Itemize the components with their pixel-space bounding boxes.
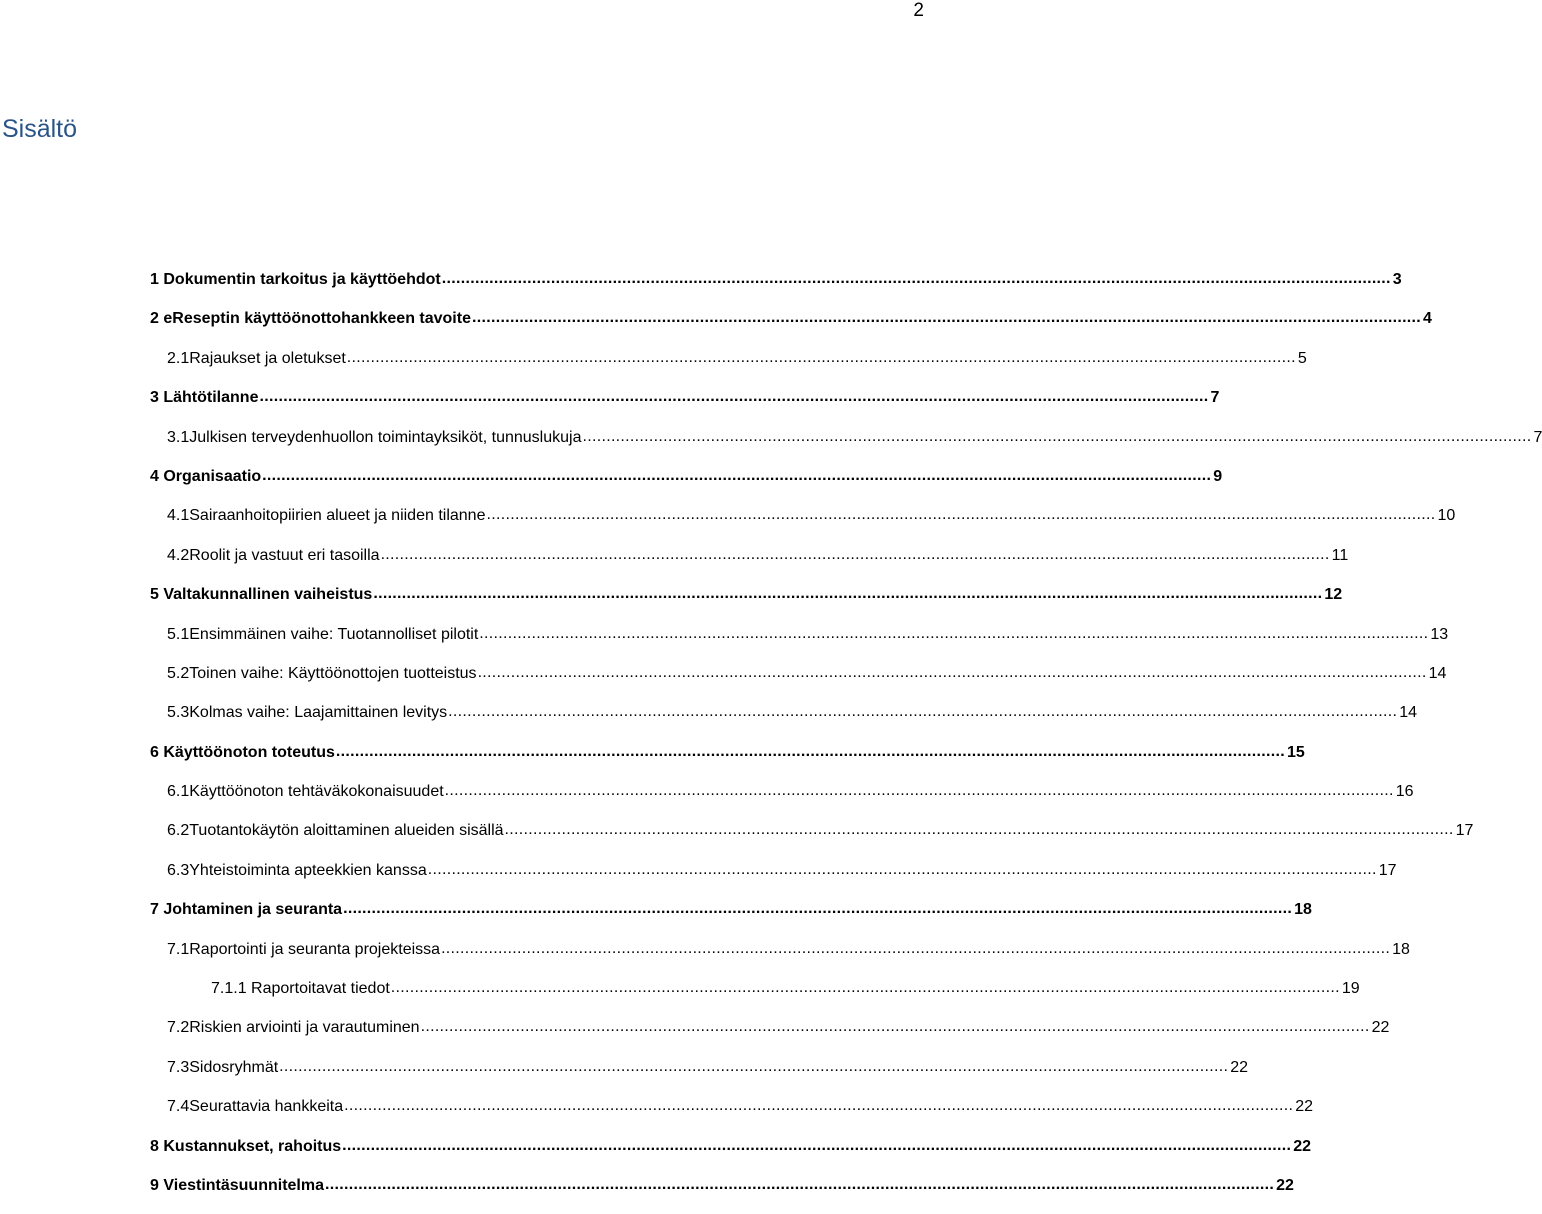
toc-entry-page: 10 <box>1437 507 1456 525</box>
toc-entry-title: Johtaminen ja seuranta <box>163 901 343 919</box>
toc-entry-title: Lähtötilanne <box>163 389 259 407</box>
toc-entry-page: 4 <box>1423 310 1432 328</box>
toc-entry[interactable] <box>150 899 1312 938</box>
toc-entry-number: 7.3 <box>167 1058 190 1076</box>
toc-dot-leader <box>479 623 1428 645</box>
toc-dot-leader <box>486 504 1435 526</box>
toc-dot-leader <box>582 426 1531 448</box>
toc-entry-page: 14 <box>1399 704 1418 722</box>
toc-entry[interactable] <box>150 1057 1249 1096</box>
toc-entry[interactable] <box>150 624 1449 663</box>
toc-dot-leader <box>441 938 1390 960</box>
toc-heading: Sisältö <box>2 115 78 143</box>
toc-entry-number: 7.1 <box>167 940 190 958</box>
toc-entry-title: Yhteistoiminta apteekkien kanssa <box>189 861 427 879</box>
toc-entry-title: Toinen vaihe: Käyttöönottojen tuotteistus <box>189 664 477 682</box>
toc-entry[interactable] <box>150 781 1414 820</box>
toc-entry[interactable] <box>150 427 1542 466</box>
toc-entry[interactable] <box>150 505 1456 544</box>
toc-entry-page: 17 <box>1378 861 1397 879</box>
toc-entry-title: Roolit ja vastuut eri tasoilla <box>189 546 380 564</box>
toc-entry-number: 4.2 <box>167 546 190 564</box>
toc-dot-leader <box>373 583 1322 605</box>
toc-entry-number: 7.4 <box>167 1098 190 1116</box>
toc-entry-number: 7.1.1 <box>211 980 247 998</box>
toc-dot-leader <box>342 1135 1291 1157</box>
toc-entry-number: 6.2 <box>167 822 190 840</box>
toc-entry-number: 6.3 <box>167 861 190 879</box>
toc-entry[interactable] <box>150 663 1447 702</box>
toc-dot-leader <box>421 1016 1370 1038</box>
toc-entry-title: Seurattavia hankkeita <box>189 1098 344 1116</box>
toc-dot-leader <box>347 347 1296 369</box>
toc-entry-number: 5.3 <box>167 704 190 722</box>
toc-entry-title: Tuotantokäytön aloittaminen alueiden sisällä <box>189 822 504 840</box>
toc-entry-title: Valtakunnallinen vaiheistus <box>163 586 373 604</box>
toc-entry-title: Raportointi ja seuranta projekteissa <box>189 940 441 958</box>
toc-dot-leader <box>343 898 1292 920</box>
toc-entry-number: 1 <box>150 271 159 288</box>
toc-entry-page: 7 <box>1210 389 1220 407</box>
toc-entry-page: 13 <box>1430 625 1449 643</box>
toc-dot-leader <box>448 701 1397 723</box>
toc-entry-number: 2 <box>150 310 159 328</box>
toc-entry-number: 5 <box>150 586 159 604</box>
toc-dot-leader <box>325 1174 1274 1196</box>
toc-entry-page: 22 <box>1371 1019 1390 1037</box>
toc-entry-number: 4 <box>150 467 159 485</box>
toc-entry[interactable] <box>150 860 1397 899</box>
toc-entry-title: eReseptin käyttöönottohankkeen tavoite <box>163 310 471 328</box>
toc-entry-page: 9 <box>1213 467 1223 485</box>
toc-dot-leader <box>445 780 1394 802</box>
toc-entry-page: 17 <box>1455 822 1474 840</box>
toc-dot-leader <box>478 662 1427 684</box>
toc-entry[interactable] <box>150 308 1432 347</box>
toc-entry-page: 22 <box>1276 1176 1294 1194</box>
toc-dot-leader <box>505 819 1454 841</box>
toc-entry-page: 16 <box>1395 783 1414 801</box>
toc-entry-title: Käyttöönoton tehtäväkokonaisuudet <box>189 783 444 801</box>
toc-dot-leader <box>442 268 1391 290</box>
toc-entry-page: 7 <box>1533 428 1542 446</box>
toc-entry[interactable] <box>150 1175 1294 1214</box>
toc-entry[interactable] <box>150 466 1223 505</box>
toc-entry-page: 12 <box>1324 586 1343 604</box>
toc-entry[interactable] <box>150 742 1305 781</box>
toc-entry-number: 3 <box>150 389 159 407</box>
toc-entry-title: Kolmas vaihe: Laajamittainen levitys <box>189 704 448 722</box>
toc-entry-number: 8 <box>150 1137 159 1155</box>
page-number: 2 <box>913 0 924 21</box>
toc-entry-title: Dokumentin tarkoitus ja käyttöehdot <box>163 271 441 288</box>
toc-entry[interactable] <box>150 1017 1390 1056</box>
toc-entry-page: 5 <box>1297 349 1307 367</box>
toc-entry-number: 4.1 <box>167 507 190 525</box>
toc-entry[interactable] <box>150 939 1410 978</box>
toc-entry-page: 22 <box>1230 1058 1249 1076</box>
toc-entry-title: Sidosryhmät <box>189 1058 279 1076</box>
toc-entry-page: 14 <box>1428 664 1447 682</box>
toc-entry[interactable] <box>150 978 1360 1017</box>
toc-entry[interactable] <box>150 702 1418 741</box>
toc-entry-number: 5.2 <box>167 664 190 682</box>
toc-entry-title: Raportoitavat tiedot <box>251 980 390 998</box>
toc-entry-page: 22 <box>1293 1137 1312 1155</box>
toc-dot-leader <box>472 307 1421 329</box>
toc-entry-number: 7.2 <box>167 1019 190 1037</box>
toc-entry-number: 7 <box>150 901 159 919</box>
toc-entry-title: Sairaanhoitopiirien alueet ja niiden tilanne <box>189 507 486 525</box>
toc-entry-number: 2.1 <box>167 349 190 367</box>
toc-entry[interactable] <box>150 545 1349 584</box>
toc-entry[interactable] <box>150 1096 1313 1135</box>
toc-dot-leader <box>428 859 1377 881</box>
toc-entry[interactable] <box>150 820 1474 859</box>
toc-dot-leader <box>336 741 1285 763</box>
toc-dot-leader <box>391 977 1340 999</box>
toc-dot-leader <box>259 386 1208 408</box>
toc-entry-page: 11 <box>1331 546 1349 564</box>
toc-entry-title: Organisaatio <box>163 467 262 485</box>
toc-entry-number: 6 <box>150 743 159 761</box>
toc-entry-title: Viestintäsuunnitelma <box>163 1176 324 1194</box>
toc-entry-title: Rajaukset ja oletukset <box>189 349 346 367</box>
toc-entry[interactable] <box>150 584 1343 623</box>
toc-entry-page: 22 <box>1295 1098 1313 1116</box>
toc-entry-number: 9 <box>150 1176 159 1194</box>
toc-entry[interactable] <box>150 1136 1312 1175</box>
toc-entry-page: 3 <box>1392 271 1402 288</box>
toc-entry-title: Riskien arviointi ja varautuminen <box>189 1019 420 1037</box>
toc-entry[interactable] <box>150 269 1402 308</box>
toc-dot-leader <box>262 465 1211 487</box>
toc-dot-leader <box>344 1095 1293 1117</box>
toc-dot-leader <box>381 544 1330 566</box>
toc-entry-page: 18 <box>1294 901 1312 919</box>
toc-entry-page: 19 <box>1341 980 1360 998</box>
toc-entry-page: 15 <box>1286 743 1305 761</box>
table-of-contents <box>150 269 1542 1214</box>
toc-entry-title: Kustannukset, rahoitus <box>163 1137 342 1155</box>
toc-dot-leader <box>279 1056 1228 1078</box>
toc-entry-title: Ensimmäinen vaihe: Tuotannolliset pilotit <box>189 625 479 643</box>
toc-entry-number: 5.1 <box>167 625 190 643</box>
toc-entry-number: 3.1 <box>167 428 190 446</box>
toc-entry-title: Julkisen terveydenhuollon toimintayksiköt, tunnuslukuja <box>189 428 582 446</box>
toc-entry-title: Käyttöönoton toteutus <box>163 743 335 761</box>
toc-entry[interactable] <box>150 387 1220 426</box>
toc-entry-page: 18 <box>1392 940 1410 958</box>
toc-entry[interactable] <box>150 348 1307 387</box>
toc-entry-number: 6.1 <box>167 783 190 801</box>
